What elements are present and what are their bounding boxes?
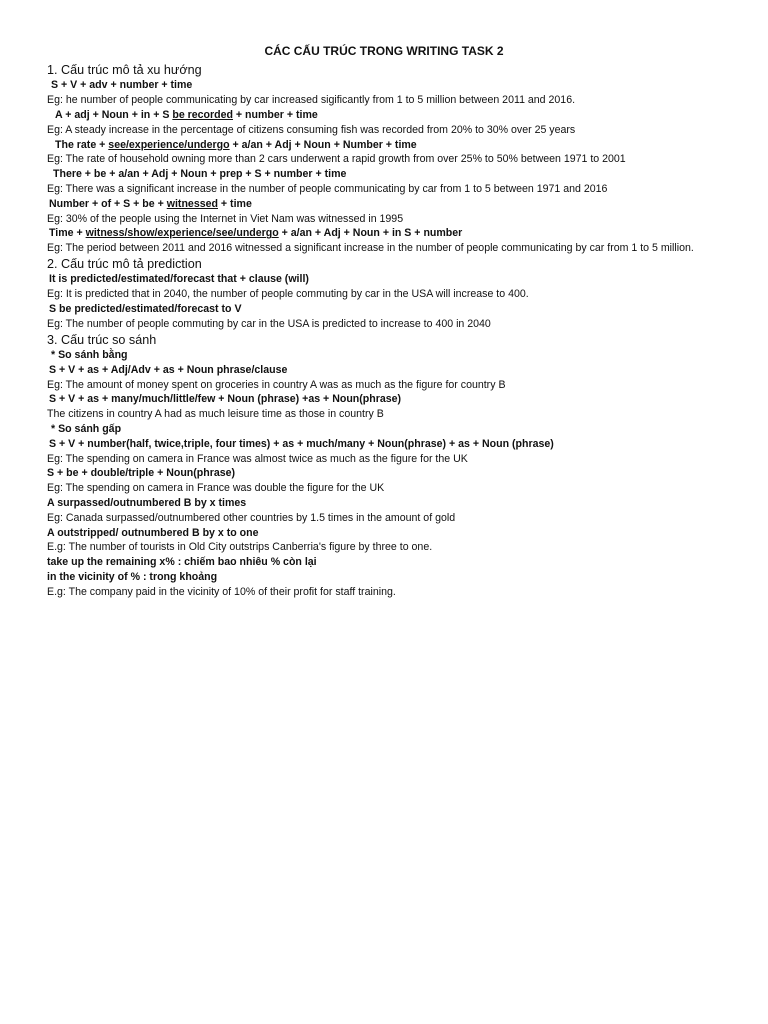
formula-line xyxy=(47,108,737,123)
example-line: E.g: The company paid in the vicinity of 10% of their profit for staff training. xyxy=(47,585,396,598)
underlined-term: witnessed xyxy=(166,197,218,210)
example-line: Eg: The spending on camera in France was almost twice as much as the figure for the UK xyxy=(47,452,468,465)
formula-line: It is predicted/estimated/forecast that + clause (will) xyxy=(49,273,309,286)
formula-part: Number + of + S + be + xyxy=(49,197,167,210)
underlined-term: witness/show/experience/see/undergo xyxy=(85,227,279,240)
formula-line: There + be + a/an + Adj + Noun + prep + S + number + time xyxy=(53,168,347,181)
example-line: Eg: The spending on camera in France was double the figure for the UK xyxy=(47,482,385,495)
example-line: Eg: The amount of money spent on groceries in country A was as much as the figure for country B xyxy=(47,378,506,391)
document-body xyxy=(47,62,737,600)
formula-line xyxy=(47,226,737,241)
example-line: Eg: A steady increase in the percentage of citizens consuming fish was recorded from 20% to 30% over 25 years xyxy=(47,123,576,136)
formula-line xyxy=(47,197,737,212)
formula-line: S + V + as + many/much/little/few + Noun (phrase) +as + Noun(phrase) xyxy=(49,393,402,406)
formula-part: A + adj + Noun + in + S xyxy=(55,109,173,121)
example-line: Eg: Canada surpassed/outnumbered other countries by 1.5 times in the amount of gold xyxy=(47,511,456,524)
formula-line: take up the remaining x% : chiếm bao nhiêu % còn lại xyxy=(47,556,317,569)
formula-line: S + V + number(half, twice,triple, four times) + as + much/many + Noun(phrase) + as + Noun (phrase) xyxy=(49,437,554,450)
formula-part: Time + xyxy=(49,227,86,240)
formula-part: + number + time xyxy=(232,109,318,121)
section-2-heading: 2. Cấu trúc mô tả prediction xyxy=(47,256,202,271)
formula-line: S + be + double/triple + Noun(phrase) xyxy=(47,467,236,480)
example-line: E.g: The number of tourists in Old City outstrips Canberria's figure by three to one. xyxy=(47,541,433,554)
formula-line: A outstripped/ outnumbered B by x to one xyxy=(47,526,259,539)
formula-line: S + V + adv + number + time xyxy=(51,79,193,92)
example-line: Eg: The period between 2011 and 2016 witnessed a significant increase in the number of people communicating by car from 1 to 5 million. xyxy=(47,242,694,255)
formula-part: + a/an + Adj + Noun + Number + time xyxy=(229,138,417,151)
section-1-heading: 1. Cấu trúc mô tả xu hướng xyxy=(47,63,202,77)
formula-line: S be predicted/estimated/forecast to V xyxy=(49,302,242,315)
example-line: Eg: he number of people communicating by car increased sigificantly from 1 to 5 million between 2011 and 2016. xyxy=(47,94,576,107)
formula-line: S + V + as + Adj/Adv + as + Noun phrase/clause xyxy=(49,363,288,376)
formula-line: in the vicinity of % : trong khoảng xyxy=(47,570,218,583)
subheading-line: * So sánh bằng xyxy=(51,348,128,361)
formula-line: A surpassed/outnumbered B by x times xyxy=(47,496,247,509)
page-title: CÁC CẤU TRÚC TRONG WRITING TASK 2 xyxy=(264,44,504,58)
formula-part: + time xyxy=(217,197,252,210)
section-3-heading: 3. Cấu trúc so sánh xyxy=(47,332,157,347)
underlined-term: be recorded xyxy=(172,109,233,121)
example-line: Eg: 30% of the people using the Internet in Viet Nam was witnessed in 1995 xyxy=(47,212,404,225)
example-line: Eg: There was a significant increase in the number of people communicating by car from 1 to 5 between 1971 and 2016 xyxy=(47,182,608,195)
example-line: The citizens in country A had as much leisure time as those in country B xyxy=(47,408,384,421)
formula-line xyxy=(47,138,737,153)
underlined-term: see/experience/undergo xyxy=(108,138,230,151)
example-line: Eg: It is predicted that in 2040, the number of people commuting by car in the USA will increase to 400. xyxy=(47,288,529,301)
subheading-line: * So sánh gấp xyxy=(51,422,122,435)
example-line: Eg: The number of people commuting by car in the USA is predicted to increase to 400 in 2040 xyxy=(47,317,491,330)
example-line: Eg: The rate of household owning more than 2 cars underwent a rapid growth from over 25% to 50% between 1971 to 2001 xyxy=(47,153,626,166)
formula-part: + a/an + Adj + Noun + in S + number xyxy=(278,227,463,240)
formula-part: The rate + xyxy=(55,138,109,151)
